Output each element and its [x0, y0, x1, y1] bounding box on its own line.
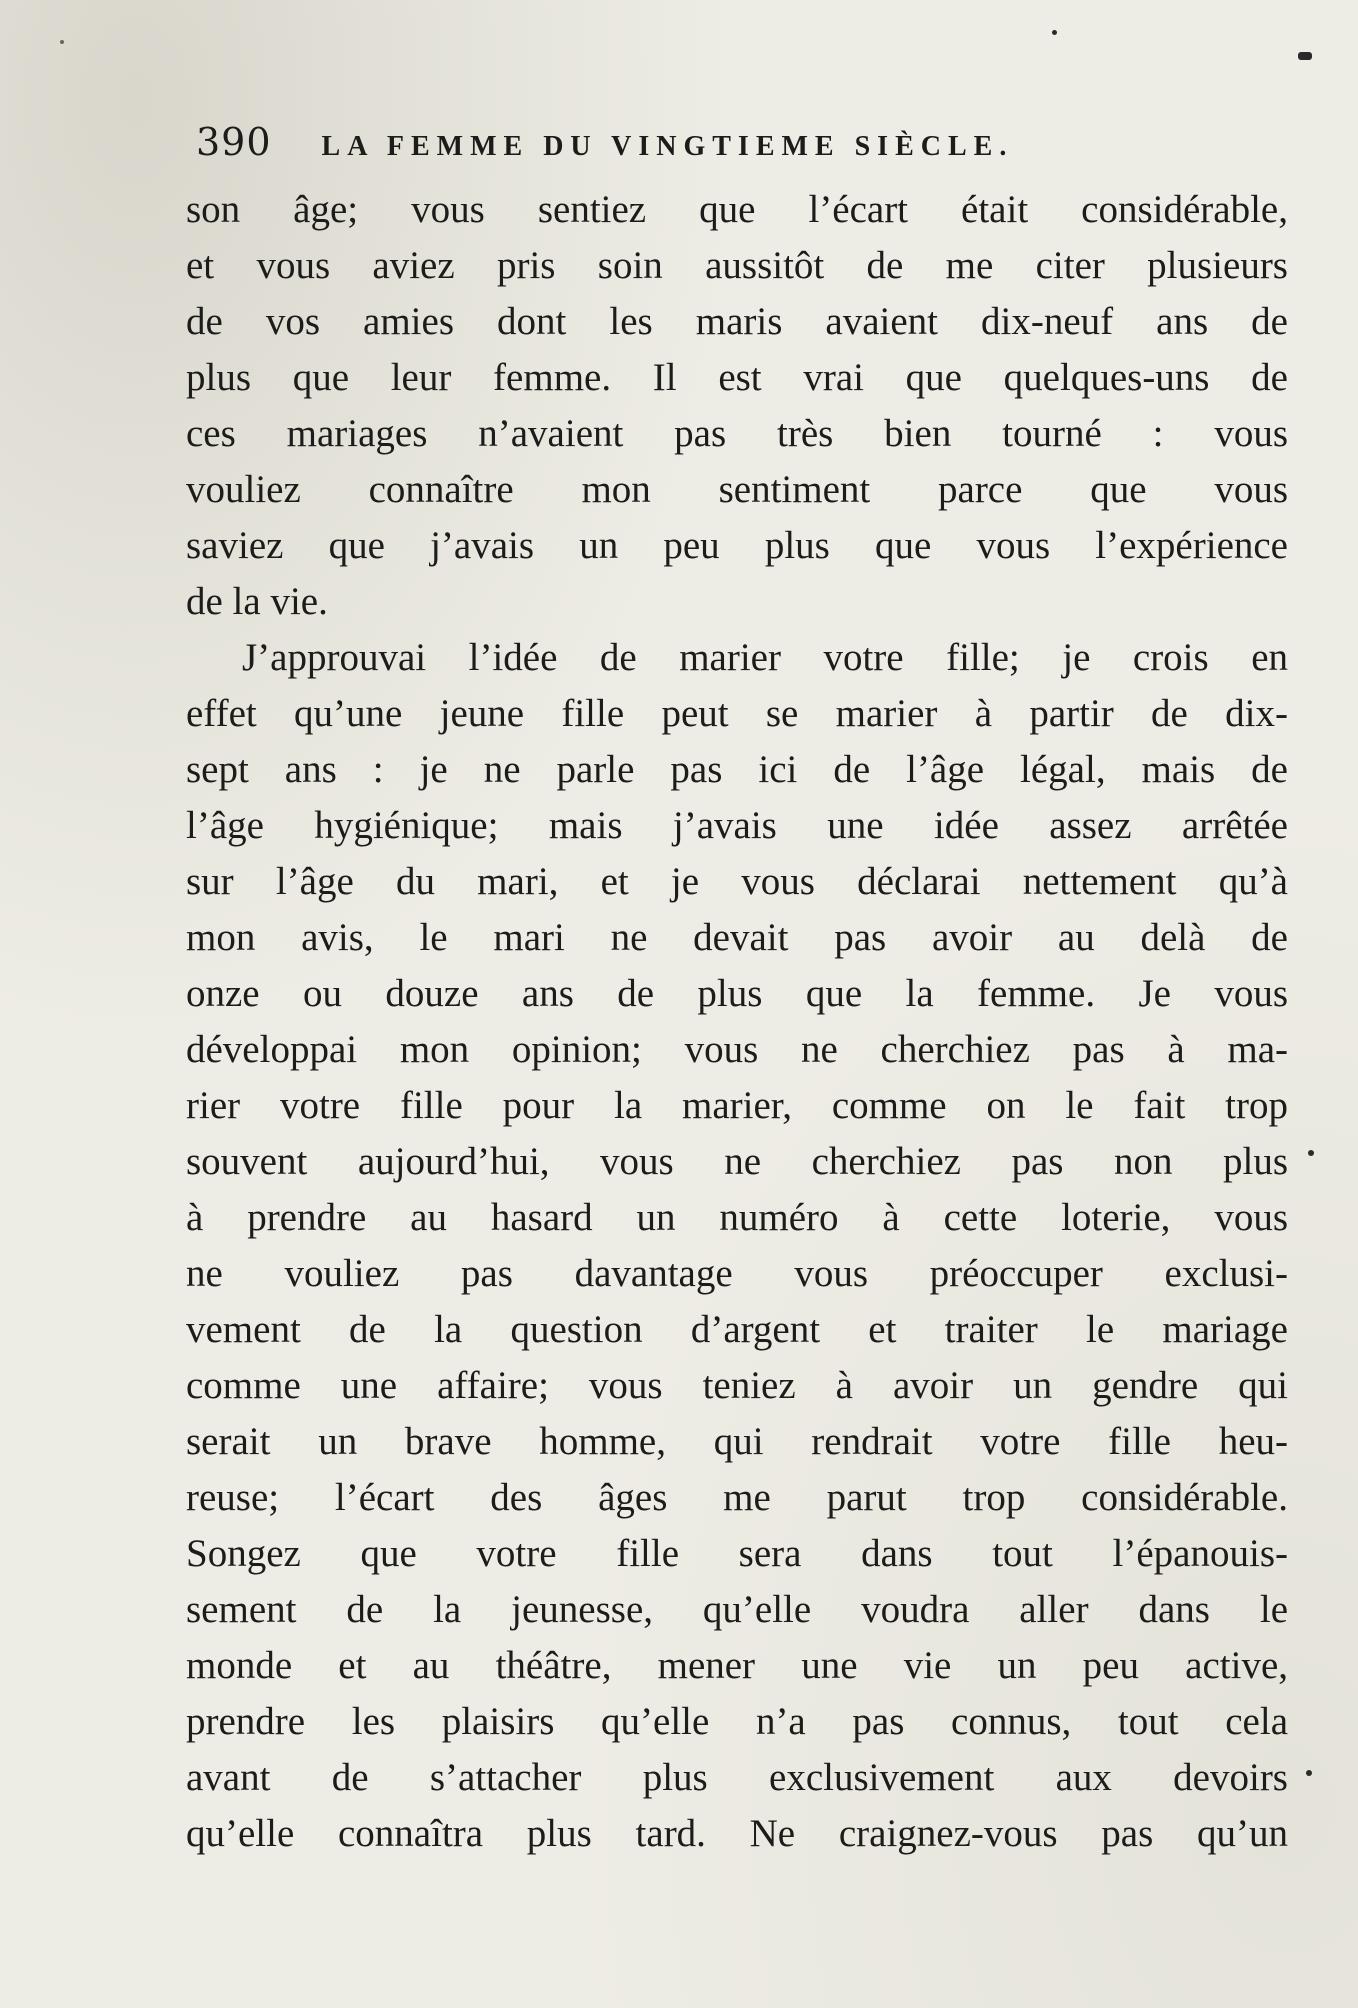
page-number: 390: [196, 120, 272, 164]
text-line: saviez que j’avais un peu plus que vous l’expérience: [186, 524, 1288, 567]
print-speck: [1306, 1770, 1312, 1776]
text-line: comme une affaire; vous teniez à avoir un gendre qui: [186, 1364, 1288, 1407]
text-line: effet qu’une jeune fille peut se marier à partir de dix-: [186, 692, 1288, 735]
text-line: serait un brave homme, qui rendrait votre fille heu-: [186, 1420, 1288, 1463]
text-line: ces mariages n’avaient pas très bien tourné : vous: [186, 412, 1288, 455]
text-line: plus que leur femme. Il est vrai que quelques-uns de: [186, 356, 1288, 399]
text-line: onze ou douze ans de plus que la femme. Je vous: [186, 972, 1288, 1015]
text-line: sement de la jeunesse, qu’elle voudra aller dans le: [186, 1588, 1288, 1631]
paragraph-start-line: J’approuvai l’idée de marier votre fille; je crois en: [242, 636, 1288, 679]
text-line: sept ans : je ne parle pas ici de l’âge légal, mais de: [186, 748, 1288, 791]
text-line: son âge; vous sentiez que l’écart était considérable,: [186, 188, 1288, 231]
text-line: Songez que votre fille sera dans tout l’épanouis-: [186, 1532, 1288, 1575]
text-line: développai mon opinion; vous ne cherchiez pas à ma-: [186, 1028, 1288, 1071]
print-speck: [60, 40, 64, 44]
text-line: rier votre fille pour la marier, comme on le fait trop: [186, 1084, 1288, 1127]
text-line: sur l’âge du mari, et je vous déclarai nettement qu’à: [186, 860, 1288, 903]
text-line: prendre les plaisirs qu’elle n’a pas connus, tout cela: [186, 1700, 1288, 1743]
text-line: vement de la question d’argent et traiter le mariage: [186, 1308, 1288, 1351]
text-line: de vos amies dont les maris avaient dix-neuf ans de: [186, 300, 1288, 343]
text-line: qu’elle connaîtra plus tard. Ne craignez-vous pas qu’un: [186, 1812, 1288, 1855]
text-line: mon avis, le mari ne devait pas avoir au delà de: [186, 916, 1288, 959]
text-line: et vous aviez pris soin aussitôt de me citer plusieurs: [186, 244, 1288, 287]
text-line: avant de s’attacher plus exclusivement aux devoirs: [186, 1756, 1288, 1799]
print-speck: [1308, 1150, 1314, 1156]
text-line: monde et au théâtre, mener une vie un peu active,: [186, 1644, 1288, 1687]
text-line: ne vouliez pas davantage vous préoccuper exclusi-: [186, 1252, 1288, 1295]
text-line: vouliez connaître mon sentiment parce que vous: [186, 468, 1288, 511]
body-text: [186, 182, 1288, 1862]
print-speck: [1298, 52, 1312, 60]
text-line: de la vie.: [186, 580, 328, 623]
page-header: [196, 120, 1196, 168]
text-line: l’âge hygiénique; mais j’avais une idée assez arrêtée: [186, 804, 1288, 847]
text-line: souvent aujourd’hui, vous ne cherchiez pas non plus: [186, 1140, 1288, 1183]
text-line: reuse; l’écart des âges me parut trop considérable.: [186, 1476, 1288, 1519]
text-line: à prendre au hasard un numéro à cette loterie, vous: [186, 1196, 1288, 1239]
running-title: LA FEMME DU VINGTIEME SIÈCLE.: [321, 131, 1014, 162]
print-speck: [1052, 30, 1057, 35]
